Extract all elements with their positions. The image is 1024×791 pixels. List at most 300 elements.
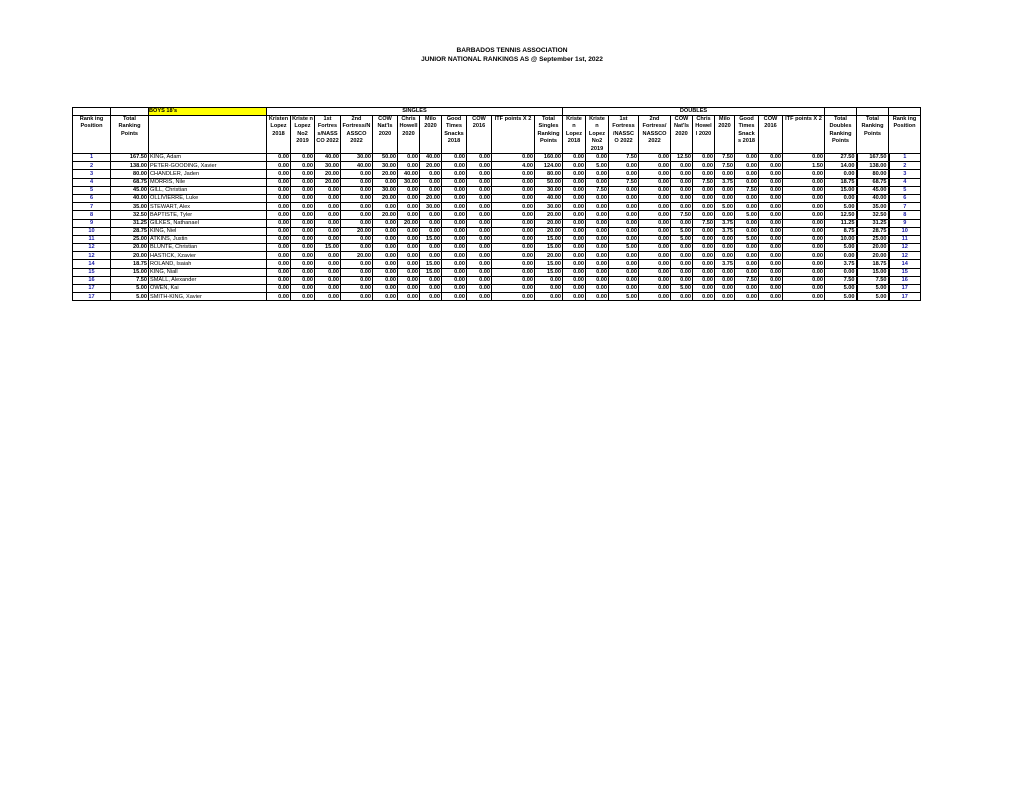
singles-points-cell: 0.00 (398, 227, 420, 235)
doubles-points-cell: 0.00 (671, 244, 693, 252)
singles-points-cell: 0.00 (315, 276, 341, 284)
singles-points-cell: 0.00 (467, 194, 492, 202)
player-name-cell: OLLIVIERRE, Luke (149, 194, 267, 202)
singles-points-cell: 15.00 (420, 260, 442, 268)
doubles-event-header: 2nd Fortress/ NASSCO 2022 (639, 116, 671, 154)
doubles-points-cell: 0.00 (563, 285, 586, 293)
doubles-points-cell: 0.00 (759, 252, 783, 260)
table-row (73, 268, 921, 276)
doubles-points-cell: 0.00 (609, 227, 639, 235)
doubles-points-cell: 0.00 (671, 178, 693, 186)
rank-cell: 17 (73, 293, 111, 301)
singles-points-cell: 0.00 (291, 154, 315, 162)
singles-points-cell: 0.00 (341, 235, 373, 243)
player-name-cell: STEWART, Alex (149, 203, 267, 211)
doubles-event-header: Kriste n Lopez 2018 (563, 116, 586, 154)
singles-points-cell: 0.00 (373, 285, 398, 293)
doubles-points-cell: 0.00 (735, 244, 759, 252)
doubles-event-header: ITF points X 2 (783, 116, 825, 154)
singles-points-cell: 0.00 (291, 203, 315, 211)
player-name-cell: OWEN, Kai (149, 285, 267, 293)
total-points-cell: 40.00 (111, 194, 149, 202)
singles-total-cell: 80.00 (535, 170, 563, 178)
doubles-points-cell: 0.00 (783, 219, 825, 227)
singles-points-cell: 0.00 (373, 203, 398, 211)
doubles-points-cell: 0.00 (586, 235, 609, 243)
doubles-points-cell: 0.00 (693, 227, 715, 235)
doubles-points-cell: 0.00 (735, 162, 759, 170)
singles-points-cell: 0.00 (420, 219, 442, 227)
table-row (73, 285, 921, 293)
singles-total-cell: 0.00 (535, 276, 563, 284)
doubles-points-cell: 0.00 (609, 194, 639, 202)
singles-points-cell: 0.00 (315, 252, 341, 260)
singles-points-cell: 0.00 (291, 178, 315, 186)
doubles-points-cell: 0.00 (715, 252, 735, 260)
singles-points-cell: 0.00 (492, 260, 535, 268)
singles-total-cell: 15.00 (535, 268, 563, 276)
doubles-points-cell: 0.00 (759, 194, 783, 202)
singles-total-cell: 20.00 (535, 211, 563, 219)
doubles-points-cell: 0.00 (639, 194, 671, 202)
singles-points-cell: 0.00 (492, 203, 535, 211)
singles-points-cell: 0.00 (341, 194, 373, 202)
singles-points-cell: 0.00 (492, 178, 535, 186)
singles-points-cell: 0.00 (373, 219, 398, 227)
singles-total-cell: 0.00 (535, 293, 563, 301)
total-points-cell: 5.00 (857, 285, 889, 293)
doubles-points-cell: 0.00 (735, 170, 759, 178)
doubles-points-cell: 0.00 (563, 203, 586, 211)
table-row (73, 186, 921, 194)
rank-cell: 17 (889, 285, 921, 293)
doubles-points-cell: 5.00 (671, 227, 693, 235)
doubles-points-cell: 0.00 (783, 293, 825, 301)
doubles-points-cell: 0.00 (609, 211, 639, 219)
total-points-header: Total Ranking Points (857, 116, 889, 154)
doubles-points-cell: 0.00 (639, 235, 671, 243)
document-heading (0, 46, 1024, 64)
doubles-points-cell: 0.00 (639, 252, 671, 260)
doubles-points-cell: 0.00 (759, 211, 783, 219)
total-points-cell: 20.00 (857, 244, 889, 252)
singles-points-cell: 20.00 (315, 170, 341, 178)
doubles-points-cell: 0.00 (783, 268, 825, 276)
doubles-points-cell: 0.00 (759, 170, 783, 178)
singles-points-cell: 0.00 (442, 252, 467, 260)
singles-event-header: 1st Fortres s/NASS CO 2022 (315, 116, 341, 154)
doubles-points-cell: 0.00 (563, 219, 586, 227)
singles-event-header: COW 2016 (467, 116, 492, 154)
doubles-points-cell: 7.50 (671, 211, 693, 219)
singles-points-cell: 0.00 (291, 219, 315, 227)
total-points-cell: 5.00 (111, 285, 149, 293)
doubles-points-cell: 0.00 (563, 252, 586, 260)
singles-points-cell: 0.00 (442, 244, 467, 252)
total-points-cell: 20.00 (111, 252, 149, 260)
singles-points-cell: 0.00 (267, 203, 291, 211)
singles-points-cell: 0.00 (467, 244, 492, 252)
singles-points-cell: 0.00 (467, 260, 492, 268)
singles-points-cell: 0.00 (492, 219, 535, 227)
singles-points-cell: 4.00 (492, 162, 535, 170)
doubles-points-cell: 1.50 (783, 162, 825, 170)
doubles-points-cell: 0.00 (563, 235, 586, 243)
singles-points-cell: 0.00 (315, 186, 341, 194)
rank-cell: 15 (73, 268, 111, 276)
doubles-points-cell: 0.00 (759, 162, 783, 170)
total-points-cell: 28.75 (857, 227, 889, 235)
total-points-cell: 5.00 (111, 293, 149, 301)
singles-points-cell: 40.00 (315, 154, 341, 162)
doubles-points-cell: 0.00 (563, 211, 586, 219)
singles-points-cell: 20.00 (398, 219, 420, 227)
singles-points-cell: 40.00 (398, 170, 420, 178)
doubles-points-cell: 0.00 (759, 268, 783, 276)
doubles-points-cell: 5.00 (609, 244, 639, 252)
total-points-cell: 167.50 (111, 154, 149, 162)
player-name-cell: GILKES, Nathanael (149, 219, 267, 227)
singles-points-cell: 0.00 (267, 186, 291, 194)
singles-points-cell: 0.00 (315, 227, 341, 235)
doubles-points-cell: 7.50 (735, 276, 759, 284)
singles-points-cell: 0.00 (492, 154, 535, 162)
doubles-points-cell: 0.00 (715, 293, 735, 301)
total-points-cell: 28.75 (111, 227, 149, 235)
singles-points-cell: 0.00 (341, 285, 373, 293)
total-points-cell: 15.00 (111, 268, 149, 276)
doubles-points-cell: 0.00 (563, 293, 586, 301)
doubles-points-cell: 0.00 (671, 260, 693, 268)
singles-points-cell: 0.00 (341, 276, 373, 284)
doubles-points-cell: 0.00 (671, 276, 693, 284)
total-points-cell: 7.50 (111, 276, 149, 284)
singles-event-header: COW Nat'ls 2020 (373, 116, 398, 154)
total-points-cell: 7.50 (857, 276, 889, 284)
doubles-points-cell: 0.00 (783, 276, 825, 284)
doubles-points-cell: 0.00 (693, 170, 715, 178)
doubles-points-cell: 0.00 (693, 194, 715, 202)
rank-cell: 14 (73, 260, 111, 268)
singles-points-cell: 0.00 (373, 178, 398, 186)
rank-cell: 16 (889, 276, 921, 284)
doubles-points-cell: 5.00 (586, 162, 609, 170)
singles-points-cell: 0.00 (467, 285, 492, 293)
doubles-points-cell: 0.00 (759, 203, 783, 211)
player-name-cell: MORRIS, Nile (149, 178, 267, 186)
doubles-points-cell: 0.00 (693, 162, 715, 170)
singles-points-cell: 0.00 (373, 244, 398, 252)
singles-points-cell: 0.00 (267, 285, 291, 293)
doubles-points-cell: 5.00 (715, 203, 735, 211)
doubles-points-cell: 0.00 (715, 268, 735, 276)
player-name-cell: PETER-GOODING, Xavier (149, 162, 267, 170)
singles-points-cell: 0.00 (398, 235, 420, 243)
doubles-points-cell: 0.00 (563, 244, 586, 252)
doubles-points-cell: 0.00 (715, 194, 735, 202)
doubles-points-cell: 0.00 (609, 252, 639, 260)
rank-cell: 12 (889, 244, 921, 252)
player-name-cell: GILL, Christian (149, 186, 267, 194)
doubles-points-cell: 0.00 (715, 276, 735, 284)
doubles-points-cell: 0.00 (671, 203, 693, 211)
singles-points-cell: 0.00 (398, 285, 420, 293)
doubles-points-cell: 0.00 (693, 186, 715, 194)
total-points-cell: 20.00 (857, 252, 889, 260)
singles-points-cell: 0.00 (315, 235, 341, 243)
document-title: BARBADOS TENNIS ASSOCIATION (456, 47, 568, 54)
singles-points-cell: 0.00 (341, 268, 373, 276)
doubles-points-cell: 12.50 (671, 154, 693, 162)
singles-points-cell: 0.00 (442, 227, 467, 235)
doubles-points-cell: 0.00 (563, 276, 586, 284)
doubles-points-cell: 0.00 (639, 285, 671, 293)
singles-points-cell: 0.00 (373, 293, 398, 301)
doubles-points-cell: 0.00 (735, 194, 759, 202)
doubles-points-cell: 0.00 (586, 219, 609, 227)
singles-total-cell: 124.00 (535, 162, 563, 170)
doubles-section-label: DOUBLES (563, 108, 825, 116)
doubles-points-cell: 0.00 (586, 276, 609, 284)
doubles-points-cell: 0.00 (563, 268, 586, 276)
doubles-points-cell: 0.00 (759, 186, 783, 194)
doubles-total-cell: 5.00 (825, 244, 857, 252)
doubles-points-cell: 0.00 (639, 227, 671, 235)
singles-points-cell: 20.00 (341, 227, 373, 235)
singles-points-cell: 0.00 (398, 252, 420, 260)
doubles-points-cell: 7.50 (735, 186, 759, 194)
singles-points-cell: 0.00 (398, 162, 420, 170)
doubles-points-cell: 0.00 (783, 252, 825, 260)
doubles-total-cell: 0.00 (825, 194, 857, 202)
singles-points-cell: 0.00 (467, 211, 492, 219)
singles-points-cell: 0.00 (492, 293, 535, 301)
singles-points-cell: 0.00 (341, 293, 373, 301)
doubles-points-cell: 0.00 (639, 293, 671, 301)
doubles-points-cell: 0.00 (735, 260, 759, 268)
singles-points-cell: 0.00 (315, 268, 341, 276)
table-row (73, 252, 921, 260)
singles-points-cell: 0.00 (420, 227, 442, 235)
total-points-cell: 80.00 (111, 170, 149, 178)
doubles-points-cell: 0.00 (783, 285, 825, 293)
singles-points-cell: 0.00 (373, 252, 398, 260)
singles-total-cell: 15.00 (535, 235, 563, 243)
doubles-event-header: Good Times Snack s 2018 (735, 116, 759, 154)
singles-event-header: Chris Howell 2020 (398, 116, 420, 154)
singles-points-cell: 0.00 (291, 285, 315, 293)
doubles-points-cell: 0.00 (693, 260, 715, 268)
table-row (73, 194, 921, 202)
singles-total-cell: 20.00 (535, 219, 563, 227)
doubles-points-cell: 0.00 (693, 203, 715, 211)
singles-points-cell: 0.00 (442, 186, 467, 194)
doubles-points-cell: 7.50 (693, 219, 715, 227)
doubles-points-cell: 7.50 (693, 178, 715, 186)
singles-points-cell: 0.00 (341, 260, 373, 268)
doubles-points-cell: 0.00 (783, 227, 825, 235)
doubles-points-cell: 5.00 (735, 235, 759, 243)
singles-points-cell: 0.00 (492, 276, 535, 284)
singles-points-cell: 0.00 (291, 235, 315, 243)
singles-section-label: SINGLES (267, 108, 563, 116)
singles-points-cell: 0.00 (341, 219, 373, 227)
singles-event-header: Kristen Lopez 2018 (267, 116, 291, 154)
doubles-event-header: Chris Howel l 2020 (693, 116, 715, 154)
doubles-total-cell: 0.00 (825, 170, 857, 178)
doubles-points-cell: 5.00 (735, 211, 759, 219)
total-points-cell: 20.00 (111, 244, 149, 252)
doubles-points-cell: 0.00 (563, 178, 586, 186)
doubles-points-cell: 0.00 (693, 244, 715, 252)
singles-total-cell: 15.00 (535, 260, 563, 268)
table-row (73, 178, 921, 186)
rank-cell: 9 (889, 219, 921, 227)
doubles-points-cell: 0.00 (715, 244, 735, 252)
singles-points-cell: 0.00 (267, 194, 291, 202)
singles-points-cell: 0.00 (291, 244, 315, 252)
singles-points-cell: 0.00 (398, 276, 420, 284)
player-name-cell: SMALL, Alexander (149, 276, 267, 284)
doubles-points-cell: 7.50 (586, 186, 609, 194)
rank-cell: 8 (73, 211, 111, 219)
doubles-points-cell: 0.00 (586, 293, 609, 301)
singles-points-cell: 0.00 (492, 170, 535, 178)
rank-cell: 1 (889, 154, 921, 162)
singles-points-cell: 0.00 (492, 194, 535, 202)
rank-cell: 5 (73, 186, 111, 194)
player-name-cell: KING, Niel (149, 227, 267, 235)
rank-cell: 17 (73, 285, 111, 293)
name-header (149, 116, 267, 154)
singles-points-cell: 20.00 (373, 194, 398, 202)
table-row (73, 293, 921, 301)
doubles-points-cell: 0.00 (639, 178, 671, 186)
doubles-total-cell: 12.50 (825, 211, 857, 219)
singles-points-cell: 30.00 (373, 186, 398, 194)
doubles-points-cell: 0.00 (639, 203, 671, 211)
singles-points-cell: 0.00 (267, 276, 291, 284)
singles-points-cell: 50.00 (373, 154, 398, 162)
singles-points-cell: 0.00 (267, 268, 291, 276)
rank-cell: 1 (73, 154, 111, 162)
doubles-points-cell: 5.00 (671, 235, 693, 243)
singles-points-cell: 0.00 (267, 227, 291, 235)
singles-event-header: 2nd Fortress/N ASSCO 2022 (341, 116, 373, 154)
total-points-cell: 5.00 (857, 293, 889, 301)
singles-points-cell: 0.00 (442, 293, 467, 301)
singles-points-cell: 0.00 (267, 244, 291, 252)
singles-points-cell: 15.00 (420, 268, 442, 276)
singles-total-header: Total Singles Ranking Points (535, 116, 563, 154)
singles-points-cell: 40.00 (341, 162, 373, 170)
doubles-points-cell: 0.00 (609, 268, 639, 276)
document-subtitle: JUNIOR NATIONAL RANKINGS AS @ September 1st, 2022 (421, 56, 603, 63)
table-row (73, 211, 921, 219)
player-name-cell: CHANDLER, Jaden (149, 170, 267, 178)
singles-points-cell: 0.00 (398, 293, 420, 301)
doubles-total-cell: 18.75 (825, 178, 857, 186)
singles-points-cell: 20.00 (315, 178, 341, 186)
singles-total-cell: 40.00 (535, 194, 563, 202)
singles-points-cell: 0.00 (467, 235, 492, 243)
singles-points-cell: 0.00 (267, 170, 291, 178)
singles-points-cell: 0.00 (420, 252, 442, 260)
doubles-points-cell: 0.00 (693, 293, 715, 301)
singles-points-cell: 0.00 (267, 211, 291, 219)
doubles-points-cell: 0.00 (609, 170, 639, 178)
doubles-points-cell: 0.00 (693, 268, 715, 276)
doubles-points-cell: 0.00 (693, 252, 715, 260)
singles-points-cell: 0.00 (467, 203, 492, 211)
singles-points-cell: 0.00 (341, 211, 373, 219)
singles-event-header: Good Times Snacks 2018 (442, 116, 467, 154)
doubles-points-cell: 0.00 (586, 260, 609, 268)
singles-points-cell: 0.00 (291, 252, 315, 260)
total-points-cell: 25.00 (857, 235, 889, 243)
rank-cell: 7 (73, 203, 111, 211)
total-points-cell: 35.00 (111, 203, 149, 211)
singles-points-cell: 0.00 (315, 203, 341, 211)
singles-points-cell: 0.00 (373, 235, 398, 243)
category-label: BOYS 18's (149, 108, 267, 116)
doubles-points-cell: 0.00 (759, 285, 783, 293)
player-name-cell: KING, Niall (149, 268, 267, 276)
singles-points-cell: 0.00 (492, 227, 535, 235)
singles-points-cell: 0.00 (267, 293, 291, 301)
doubles-total-cell: 0.00 (825, 268, 857, 276)
doubles-points-cell: 0.00 (735, 285, 759, 293)
doubles-points-cell: 0.00 (639, 244, 671, 252)
singles-points-cell: 0.00 (315, 260, 341, 268)
player-name-cell: ROLAND, Isaiah (149, 260, 267, 268)
singles-points-cell: 0.00 (373, 227, 398, 235)
doubles-points-cell: 0.00 (783, 203, 825, 211)
singles-points-cell: 0.00 (341, 178, 373, 186)
doubles-points-cell: 5.00 (671, 285, 693, 293)
singles-points-cell: 0.00 (341, 244, 373, 252)
singles-points-cell: 0.00 (420, 285, 442, 293)
table-row (73, 203, 921, 211)
singles-points-cell: 0.00 (442, 235, 467, 243)
total-points-cell: 18.75 (111, 260, 149, 268)
doubles-points-cell: 0.00 (693, 276, 715, 284)
doubles-points-cell: 0.00 (586, 154, 609, 162)
doubles-points-cell: 0.00 (671, 219, 693, 227)
rank-cell: 9 (73, 219, 111, 227)
doubles-points-cell: 0.00 (693, 211, 715, 219)
singles-points-cell: 0.00 (492, 244, 535, 252)
doubles-points-cell: 0.00 (586, 285, 609, 293)
total-points-cell: 15.00 (857, 268, 889, 276)
rank-cell: 3 (73, 170, 111, 178)
singles-points-cell: 15.00 (315, 244, 341, 252)
singles-points-cell: 0.00 (442, 268, 467, 276)
singles-points-cell: 0.00 (442, 211, 467, 219)
doubles-points-cell: 0.00 (639, 154, 671, 162)
singles-points-cell: 0.00 (291, 186, 315, 194)
doubles-points-cell: 0.00 (639, 211, 671, 219)
doubles-points-cell: 0.00 (759, 154, 783, 162)
total-points-cell: 45.00 (111, 186, 149, 194)
rank-cell: 7 (889, 203, 921, 211)
singles-points-cell: 30.00 (315, 162, 341, 170)
singles-points-cell: 0.00 (467, 178, 492, 186)
doubles-points-cell: 7.50 (715, 154, 735, 162)
singles-points-cell: 15.00 (420, 235, 442, 243)
table-row (73, 170, 921, 178)
doubles-points-cell: 0.00 (759, 235, 783, 243)
